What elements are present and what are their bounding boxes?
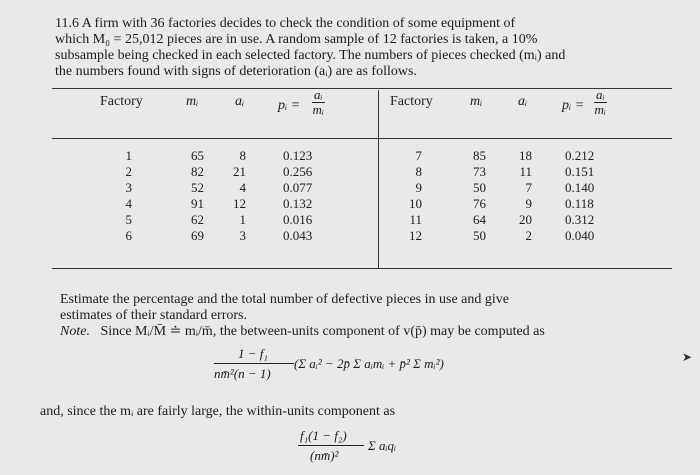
formula2-bar bbox=[298, 445, 364, 446]
cell: 65 bbox=[191, 148, 204, 163]
cell: 9 bbox=[415, 180, 422, 195]
cell: 7 bbox=[525, 180, 532, 195]
pointer-cursor-icon: ➤ bbox=[682, 350, 693, 364]
estimate-line-1: Estimate the percentage and the total number of defective pieces in use and give bbox=[60, 292, 509, 307]
cell: 4 bbox=[239, 180, 246, 195]
cell: 20 bbox=[519, 212, 532, 227]
header-m-right: mᵢ bbox=[470, 94, 483, 109]
cell: 0.123 bbox=[283, 148, 313, 163]
cell: 0.312 bbox=[565, 212, 595, 227]
table-bottom-rule bbox=[52, 268, 672, 269]
formula1-sum: (Σ aᵢ² − 2p̄ Σ aᵢmᵢ + p̄² Σ mᵢ²) bbox=[294, 356, 444, 371]
header-factory-right: Factory bbox=[390, 94, 433, 109]
header-a-left: aᵢ bbox=[235, 94, 245, 109]
cell: 21 bbox=[233, 164, 246, 179]
col-a-left bbox=[222, 148, 246, 244]
cell: 0.016 bbox=[283, 212, 313, 227]
cell: 50 bbox=[473, 228, 486, 243]
problem-line-2: which M₀ = 25,012 pieces are in use. A random sample of 12 factories is taken, a 10% bbox=[55, 32, 538, 47]
table-top-rule bbox=[52, 88, 672, 89]
cell: 0.040 bbox=[565, 228, 595, 243]
cell: 10 bbox=[409, 196, 422, 211]
cell: 5 bbox=[125, 212, 132, 227]
cell: 8 bbox=[415, 164, 422, 179]
cell: 91 bbox=[191, 196, 204, 211]
cell: 0.043 bbox=[283, 228, 313, 243]
formula1-denominator: nm̄²(n − 1) bbox=[214, 366, 271, 381]
cell: 50 bbox=[473, 180, 486, 195]
header-p-left: pᵢ = bbox=[278, 98, 301, 113]
cell: 3 bbox=[125, 180, 132, 195]
cell: 69 bbox=[191, 228, 204, 243]
header-frac-right bbox=[594, 88, 607, 117]
estimate-line-2: estimates of their standard errors. bbox=[60, 308, 247, 323]
cell: 18 bbox=[519, 148, 532, 163]
cell: 73 bbox=[473, 164, 486, 179]
cell: 52 bbox=[191, 180, 204, 195]
col-a-right bbox=[508, 148, 532, 244]
header-a-right: aᵢ bbox=[518, 94, 528, 109]
col-p-left bbox=[283, 148, 333, 244]
cell: 64 bbox=[473, 212, 486, 227]
frac-den-left: mᵢ bbox=[312, 102, 324, 117]
frac-den-right: mᵢ bbox=[594, 102, 606, 117]
cell: 4 bbox=[125, 196, 132, 211]
cell: 6 bbox=[125, 228, 132, 243]
cell: 0.256 bbox=[283, 164, 313, 179]
col-m-left bbox=[178, 148, 204, 244]
formula1-bar bbox=[214, 363, 294, 364]
cell: 2 bbox=[125, 164, 132, 179]
cell: 2 bbox=[525, 228, 532, 243]
and-since-line: and, since the mᵢ are fairly large, the within-units component as bbox=[40, 404, 396, 419]
note bbox=[60, 324, 660, 340]
problem-line-4: the numbers found with signs of deterioration (aᵢ) are as follows. bbox=[55, 64, 417, 79]
cell: 85 bbox=[473, 148, 486, 163]
cell: 11 bbox=[519, 164, 532, 179]
cell: 62 bbox=[191, 212, 204, 227]
cell: 0.118 bbox=[565, 196, 594, 211]
cell: 0.140 bbox=[565, 180, 595, 195]
instructions bbox=[60, 292, 660, 324]
table-divider bbox=[378, 90, 379, 268]
problem-line-1: 11.6 A firm with 36 factories decides to check the condition of some equipment of bbox=[55, 16, 516, 31]
formula2-denominator: (nm̄)² bbox=[310, 448, 339, 463]
cell: 0.132 bbox=[283, 196, 313, 211]
and-since bbox=[40, 404, 660, 420]
cell: 1 bbox=[125, 148, 132, 163]
table-header-rule bbox=[52, 138, 672, 139]
cell: 12 bbox=[409, 228, 422, 243]
cell: 8 bbox=[239, 148, 246, 163]
cell: 12 bbox=[233, 196, 246, 211]
col-factory-left bbox=[112, 148, 132, 244]
note-text: Since Mᵢ/M̄ ≐ mᵢ/m̄, the between-units component of v(p̄) may be computed as bbox=[100, 324, 545, 339]
col-factory-right bbox=[400, 148, 422, 244]
cell: 76 bbox=[473, 196, 486, 211]
cell: 0.151 bbox=[565, 164, 595, 179]
frac-num-right: aᵢ bbox=[596, 87, 605, 102]
cell: 82 bbox=[191, 164, 204, 179]
formula2-numerator: f₁(1 − f₂) bbox=[300, 428, 347, 443]
cell: 9 bbox=[525, 196, 532, 211]
cell: 1 bbox=[239, 212, 246, 227]
col-p-right bbox=[565, 148, 615, 244]
problem-line-3: subsample being checked in each selected factory. The numbers of pieces checked (mᵢ) and bbox=[55, 48, 566, 63]
header-p-right: pᵢ = bbox=[562, 98, 585, 113]
header-frac-left bbox=[312, 88, 325, 117]
cell: 0.212 bbox=[565, 148, 595, 163]
note-label: Note. bbox=[60, 324, 90, 339]
header-m-left: mᵢ bbox=[186, 94, 199, 109]
cell: 3 bbox=[239, 228, 246, 243]
cell: 0.077 bbox=[283, 180, 313, 195]
header-factory-left: Factory bbox=[100, 94, 143, 109]
frac-num-left: aᵢ bbox=[314, 87, 323, 102]
cell: 7 bbox=[415, 148, 422, 163]
formula2-sum: Σ aᵢqᵢ bbox=[368, 438, 397, 453]
formula1-numerator: 1 − f₁ bbox=[238, 346, 268, 361]
problem-statement bbox=[55, 16, 665, 80]
col-m-right bbox=[462, 148, 486, 244]
cell: 11 bbox=[409, 212, 422, 227]
